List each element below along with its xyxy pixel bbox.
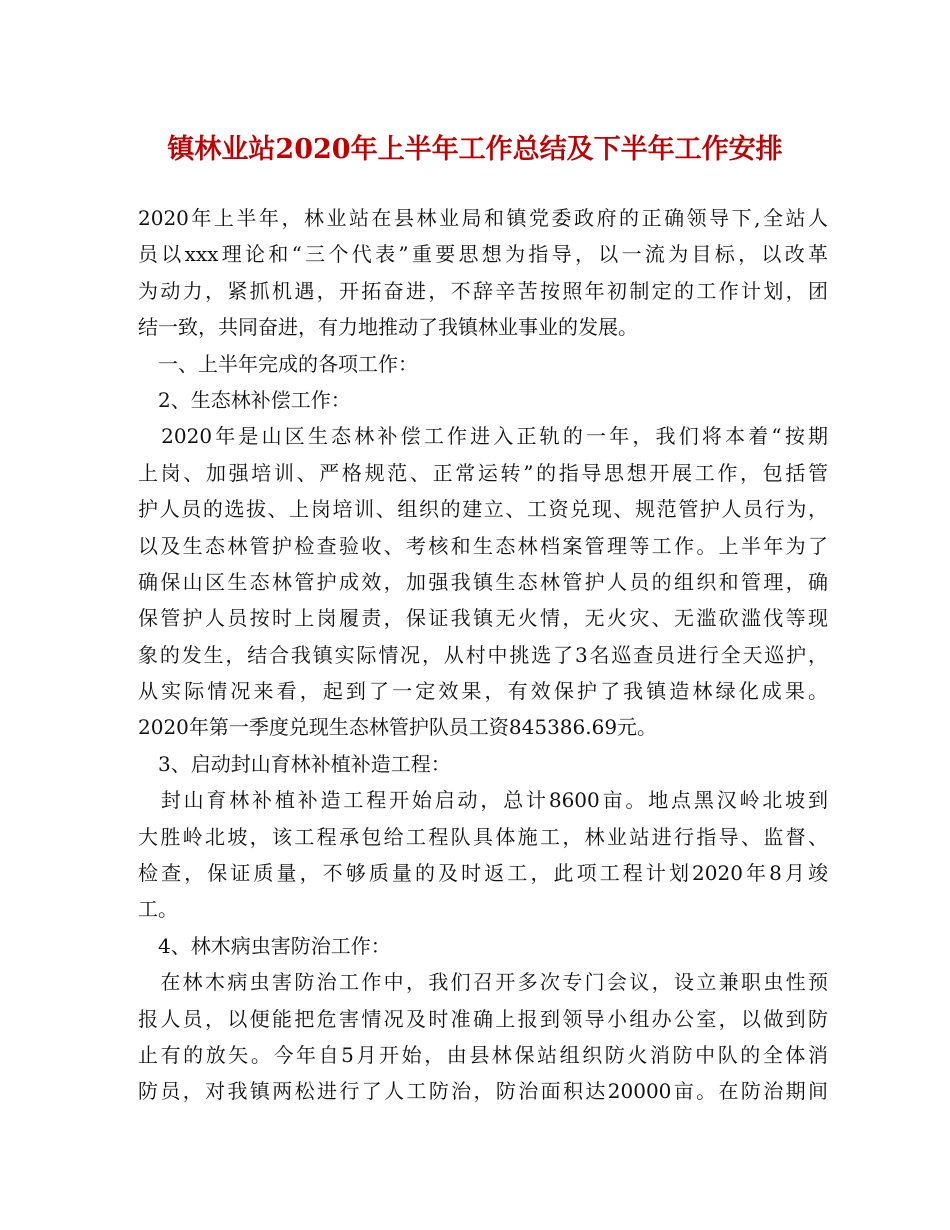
body-line: 大胜岭北坡，该工程承包给工程队具体施工，林业站进行指导、监督、 bbox=[138, 824, 828, 849]
document-title: 镇林业站2020年上半年工作总结及下半年工作安排 bbox=[167, 134, 783, 165]
body-line: 3、启动封山育林补植补造工程： bbox=[138, 751, 451, 776]
body-line: 2020年是山区生态林补偿工作进入正轨的一年，我们将本着“按期 bbox=[138, 424, 828, 449]
body-line: 在林木病虫害防治工作中，我们召开多次专门会议，设立兼职虫性预 bbox=[138, 970, 828, 995]
body-line: 4、林木病虫害防治工作： bbox=[138, 933, 391, 958]
body-line: 员以xxx理论和“三个代表”重要思想为指导，以一流为目标，以改革 bbox=[138, 242, 828, 267]
document-body bbox=[138, 200, 828, 1110]
body-line: 止有的放矢。今年自5月开始，由县林保站组织防火消防中队的全体消 bbox=[138, 1042, 828, 1067]
body-line: 以及生态林管护检查验收、考核和生态林档案管理等工作。上半年为了 bbox=[138, 533, 828, 558]
body-line: 上岗、加强培训、严格规范、正常运转”的指导思想开展工作，包括管 bbox=[138, 460, 828, 485]
body-line: 工。 bbox=[138, 897, 178, 922]
body-line: 从实际情况来看，起到了一定效果，有效保护了我镇造林绿化成果。 bbox=[138, 679, 828, 704]
body-line: 确保山区生态林管护成效，加强我镇生态林管护人员的组织和管理，确 bbox=[138, 569, 828, 594]
body-line: 结一致，共同奋进，有力地推动了我镇林业事业的发展。 bbox=[138, 315, 638, 340]
body-line: 防员，对我镇两松进行了人工防治，防治面积达20000亩。在防治期间 bbox=[138, 1079, 828, 1104]
body-line: 2020年第一季度兑现生态林管护队员工资845386.69元。 bbox=[138, 715, 658, 740]
body-line: 保管护人员按时上岗履责，保证我镇无火情，无火灾、无滥砍滥伐等现 bbox=[138, 606, 828, 631]
body-line: 象的发生，结合我镇实际情况，从村中挑选了3名巡查员进行全天巡护， bbox=[138, 642, 828, 667]
body-line: 为动力，紧抓机遇，开拓奋进，不辞辛苦按照年初制定的工作计划，团 bbox=[138, 278, 828, 303]
body-line: 检查，保证质量，不够质量的及时返工，此项工程计划2020年8月竣 bbox=[138, 861, 828, 886]
body-line: 报人员，以便能把危害情况及时准确上报到领导小组办公室，以做到防 bbox=[138, 1006, 828, 1031]
body-line: 2020年上半年，林业站在县林业局和镇党委政府的正确领导下,全站人 bbox=[138, 206, 828, 230]
body-line: 封山育林补植补造工程开始启动，总计8600亩。地点黑汉岭北坡到 bbox=[138, 788, 828, 813]
body-line: 2、生态林补偿工作： bbox=[138, 387, 351, 412]
body-line: 一、上半年完成的各项工作： bbox=[138, 351, 418, 376]
body-line: 护人员的选拔、上岗培训、组织的建立、工资兑现、规范管护人员行为， bbox=[138, 497, 828, 522]
